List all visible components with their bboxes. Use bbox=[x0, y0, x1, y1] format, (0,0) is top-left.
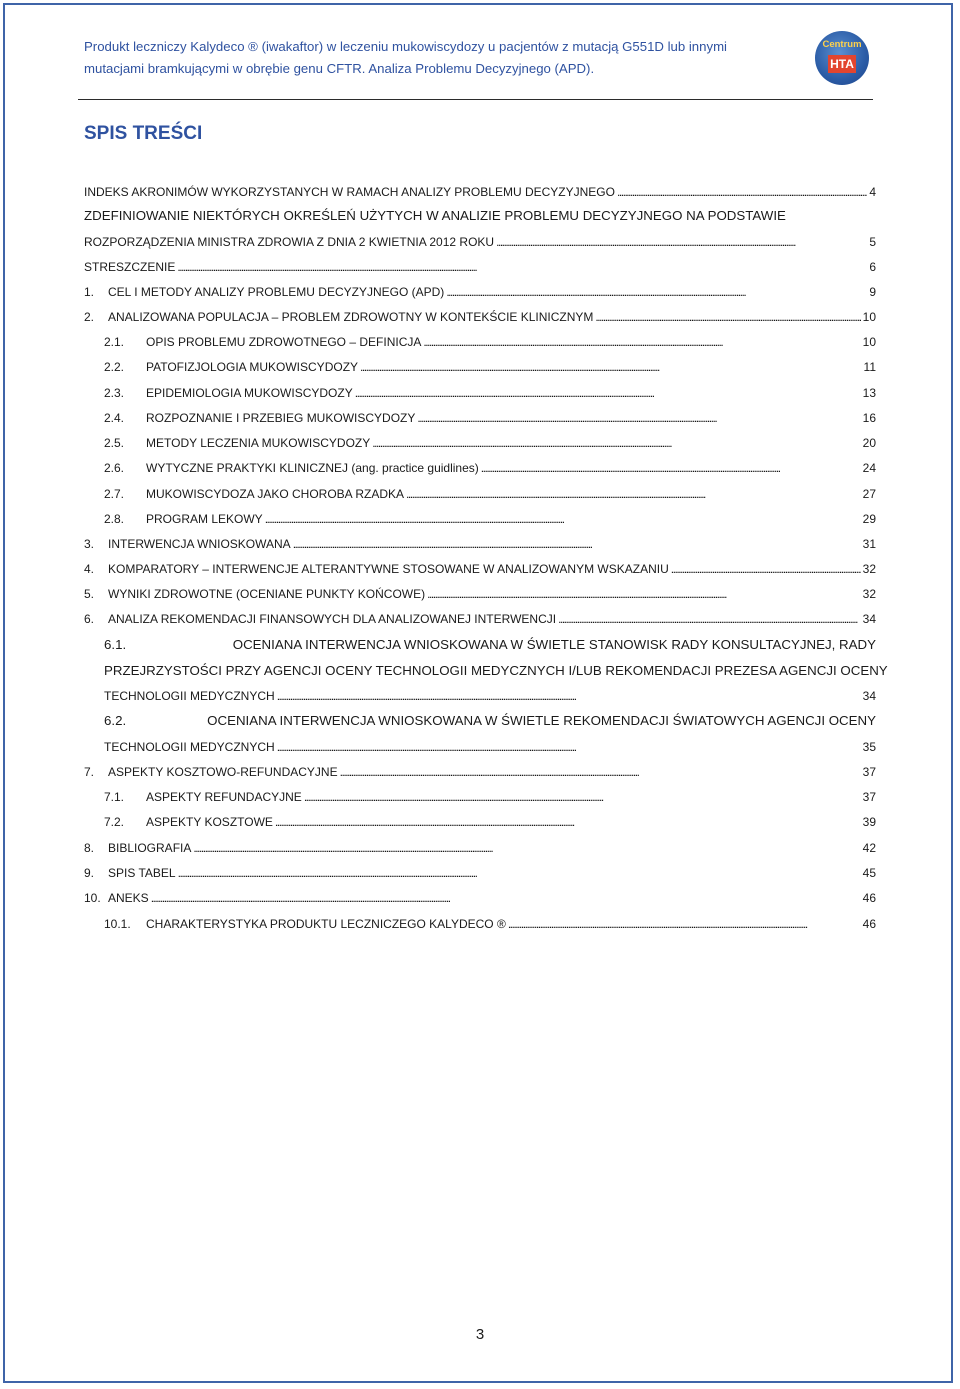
dot-leader bbox=[558, 608, 861, 630]
dot-leader bbox=[617, 181, 867, 203]
toc-entry-title: TECHNOLOGII MEDYCZNYCH bbox=[104, 689, 275, 703]
toc-entry-page: 9 bbox=[869, 285, 876, 299]
toc-entry-title: ASPEKTY KOSZTOWE bbox=[146, 815, 273, 829]
dot-leader bbox=[417, 407, 860, 429]
toc-entry-page: 46 bbox=[862, 891, 876, 905]
logo-text-top: Centrum bbox=[822, 39, 862, 50]
toc-entry[interactable] bbox=[104, 457, 876, 479]
toc-entry-number: 3. bbox=[84, 537, 95, 551]
toc-entry-title: OPIS PROBLEMU ZDROWOTNEGO – DEFINICJA bbox=[146, 335, 422, 349]
toc-entry-continuation[interactable] bbox=[104, 685, 876, 707]
toc-entry[interactable] bbox=[104, 407, 876, 429]
toc-entry[interactable] bbox=[84, 608, 876, 630]
toc-entry-number: 2.4. bbox=[104, 411, 125, 425]
toc-entry-title: EPIDEMIOLOGIA MUKOWISCYDOZY bbox=[146, 386, 353, 400]
toc-entry[interactable] bbox=[104, 634, 876, 656]
toc-entry-title: KOMPARATORY – INTERWENCJE ALTERANTYWNE STOSOWANE W ANALIZOWANYM WSKAZANIU bbox=[108, 562, 669, 576]
page-number: 3 bbox=[475, 1326, 485, 1343]
toc-entry-title: METODY LECZENIA MUKOWISCYDOZY bbox=[146, 436, 371, 450]
toc-entry[interactable] bbox=[104, 786, 876, 808]
toc-entry-continuation[interactable] bbox=[104, 736, 876, 758]
toc-entry-title: ANEKS bbox=[108, 891, 149, 905]
dot-leader bbox=[193, 837, 860, 859]
toc-entry-number: 5. bbox=[84, 587, 95, 601]
toc-entry-number: 7. bbox=[84, 765, 95, 779]
dot-leader bbox=[372, 432, 860, 454]
toc-entry[interactable] bbox=[84, 583, 876, 605]
dot-leader bbox=[427, 583, 861, 605]
toc-entry-page: 29 bbox=[862, 512, 876, 526]
toc-entry-page: 27 bbox=[862, 487, 876, 501]
toc-entry-title: INTERWENCJA WNIOSKOWANA bbox=[108, 537, 291, 551]
toc-entry-title: ANALIZA REKOMENDACJI FINANSOWYCH DLA ANALIZOWANEJ INTERWENCJI bbox=[108, 612, 557, 626]
dot-leader bbox=[406, 483, 861, 505]
toc-entry-title: ASPEKTY KOSZTOWO-REFUNDACYJNE bbox=[108, 765, 338, 779]
toc-entry-page: 32 bbox=[862, 587, 876, 601]
toc-entry-page: 39 bbox=[862, 815, 876, 829]
toc-entry-title: PROGRAM LEKOWY bbox=[146, 512, 263, 526]
toc-entry-number: 7.1. bbox=[104, 790, 125, 804]
toc-entry-page: 16 bbox=[862, 411, 876, 425]
toc-entry-page: 31 bbox=[862, 537, 876, 551]
toc-entry-number: 2.5. bbox=[104, 436, 125, 450]
toc-entry-title-line: ZDEFINIOWANIE NIEKTÓRYCH OKREŚLEŃ UŻYTYCH W ANALIZIE PROBLEMU DECYZYJNEGO NA PODSTAWIE bbox=[84, 208, 786, 223]
dot-leader bbox=[151, 887, 861, 909]
toc-entry-title: ASPEKTY REFUNDACYJNE bbox=[146, 790, 302, 804]
toc-entry-title: WYTYCZNE PRAKTYKI KLINICZNEJ (ang. practice guidlines) bbox=[146, 461, 479, 475]
centrum-hta-logo bbox=[815, 31, 869, 85]
toc-entry-page: 32 bbox=[862, 562, 876, 576]
toc-entry[interactable] bbox=[84, 205, 876, 227]
toc-entry-page: 24 bbox=[862, 461, 876, 475]
toc-entry[interactable] bbox=[84, 256, 876, 278]
dot-leader bbox=[340, 761, 861, 783]
dot-leader bbox=[423, 331, 860, 353]
toc-entry-page: 11 bbox=[863, 360, 876, 374]
toc-entry-title: ANALIZOWANA POPULACJA – PROBLEM ZDROWOTNY W KONTEKŚCIE KLINICZNYM bbox=[108, 310, 594, 324]
toc-entry-title-line: 6.1. OCENIANA INTERWENCJA WNIOSKOWANA W ŚWIETLE STANOWISK RADY KONSULTACYJNEJ, RADY bbox=[104, 634, 876, 656]
toc-entry-title: CEL I METODY ANALIZY PROBLEMU DECYZYJNEGO (APD) bbox=[108, 285, 445, 299]
header-line-1: Produkt leczniczy Kalydeco ® (iwakaftor) w leczeniu mukowiscydozy u pacjentów z mutacją G551D lub innymi bbox=[84, 39, 727, 54]
running-header bbox=[84, 36, 802, 80]
dot-leader bbox=[671, 558, 861, 580]
toc-entry[interactable] bbox=[84, 862, 876, 884]
dot-leader bbox=[277, 685, 861, 707]
dot-leader bbox=[304, 786, 861, 808]
dot-leader bbox=[277, 736, 861, 758]
dot-leader bbox=[446, 281, 867, 303]
toc-entry[interactable] bbox=[84, 306, 876, 328]
dot-leader bbox=[481, 457, 861, 479]
toc-entry-page: 6 bbox=[869, 260, 876, 274]
dot-leader bbox=[595, 306, 860, 328]
toc-entry-number: 10. bbox=[84, 891, 101, 905]
toc-entry-number: 2.7. bbox=[104, 487, 125, 501]
toc-entry-number: 2. bbox=[84, 310, 95, 324]
toc-entry[interactable] bbox=[84, 887, 876, 909]
toc-entry-number: 6.2. bbox=[104, 713, 127, 728]
toc-entry-page: 34 bbox=[862, 689, 876, 703]
toc-entry-title: ROZPORZĄDZENIA MINISTRA ZDROWIA Z DNIA 2 KWIETNIA 2012 ROKU bbox=[84, 235, 495, 249]
dot-leader bbox=[355, 382, 861, 404]
toc-entry-number: 8. bbox=[84, 841, 95, 855]
toc-entry-number: 9. bbox=[84, 866, 95, 880]
dot-leader bbox=[275, 811, 861, 833]
toc-entry-number: 6.1. bbox=[104, 637, 127, 652]
toc-entry-number: 4. bbox=[84, 562, 95, 576]
dot-leader bbox=[496, 231, 867, 253]
toc-entry[interactable] bbox=[84, 558, 876, 580]
toc-entry-title: INDEKS AKRONIMÓW WYKORZYSTANYCH W RAMACH ANALIZY PROBLEMU DECYZYJNEGO bbox=[84, 185, 615, 199]
toc-entry-title: STRESZCZENIE bbox=[84, 260, 176, 274]
toc-entry-title: PATOFIZJOLOGIA MUKOWISCYDOZY bbox=[146, 360, 359, 374]
toc-entry-page: 42 bbox=[862, 841, 876, 855]
toc-entry-number: 10.1. bbox=[104, 917, 131, 931]
toc-entry[interactable] bbox=[84, 761, 876, 783]
toc-entry-page: 45 bbox=[862, 866, 876, 880]
toc-entry-page: 5 bbox=[869, 235, 876, 249]
toc-entry-page: 46 bbox=[862, 917, 876, 931]
dot-leader bbox=[265, 508, 861, 530]
toc-entry-page: 4 bbox=[869, 185, 876, 199]
toc-entry[interactable] bbox=[84, 231, 876, 253]
dot-leader bbox=[177, 256, 867, 278]
toc-entry-number: 7.2. bbox=[104, 815, 125, 829]
toc-entry-number: 1. bbox=[84, 285, 95, 299]
toc-entry-number: 6. bbox=[84, 612, 95, 626]
toc-entry-title: ROZPOZNANIE I PRZEBIEG MUKOWISCYDOZY bbox=[146, 411, 416, 425]
toc-entry[interactable] bbox=[104, 432, 876, 454]
toc-entry-title: BIBLIOGRAFIA bbox=[108, 841, 192, 855]
toc-entry-title: CHARAKTERYSTYKA PRODUKTU LECZNICZEGO KALYDECO ® bbox=[146, 917, 506, 931]
toc-entry[interactable] bbox=[84, 533, 876, 555]
toc-heading: SPIS TREŚCI bbox=[84, 123, 203, 144]
toc-entry-page: 37 bbox=[862, 790, 876, 804]
toc-entry-title-line: 6.2. OCENIANA INTERWENCJA WNIOSKOWANA W ŚWIETLE REKOMENDACJI ŚWIATOWYCH AGENCJI OCENY bbox=[104, 710, 876, 732]
dot-leader bbox=[360, 356, 862, 378]
toc-entry-number: 2.2. bbox=[104, 360, 125, 374]
toc-entry-page: 34 bbox=[862, 612, 876, 626]
toc-entry[interactable] bbox=[104, 913, 876, 935]
toc-entry[interactable] bbox=[104, 356, 876, 378]
dot-leader bbox=[178, 862, 861, 884]
toc-entry[interactable] bbox=[104, 811, 876, 833]
toc-entry-page: 13 bbox=[862, 386, 876, 400]
toc-entry-title: SPIS TABEL bbox=[108, 866, 176, 880]
toc-entry[interactable] bbox=[104, 382, 876, 404]
toc-entry[interactable] bbox=[104, 508, 876, 530]
toc-entry-page: 37 bbox=[862, 765, 876, 779]
toc-entry-number: 2.1. bbox=[104, 335, 125, 349]
toc-entry-page: 20 bbox=[862, 436, 876, 450]
toc-entry-page: 10 bbox=[862, 335, 876, 349]
toc-entry-page: 35 bbox=[862, 740, 876, 754]
toc-entry[interactable] bbox=[84, 281, 876, 303]
logo-text-bottom: HTA bbox=[828, 55, 856, 73]
toc-entry-title: WYNIKI ZDROWOTNE (OCENIANE PUNKTY KOŃCOWE) bbox=[108, 587, 426, 601]
toc-entry-title: TECHNOLOGII MEDYCZNYCH bbox=[104, 740, 275, 754]
toc-entry-continuation: PRZEJRZYSTOŚCI PRZY AGENCJI OCENY TECHNOLOGII MEDYCZNYCH I/LUB REKOMENDACJI PREZESA AGENCJI OCENY bbox=[104, 663, 888, 678]
toc-entry-number: 2.8. bbox=[104, 512, 125, 526]
toc-entry-title: MUKOWISCYDOZA JAKO CHOROBA RZADKA bbox=[146, 487, 405, 501]
toc-entry[interactable] bbox=[104, 710, 876, 732]
dot-leader bbox=[508, 913, 861, 935]
toc-entry[interactable] bbox=[104, 331, 876, 353]
toc-entry-page: 10 bbox=[862, 310, 876, 324]
toc-entry[interactable] bbox=[84, 181, 876, 203]
dot-leader bbox=[293, 533, 861, 555]
toc-entry[interactable] bbox=[84, 837, 876, 859]
toc-entry-number: 2.6. bbox=[104, 461, 125, 475]
header-divider bbox=[78, 99, 873, 100]
toc-entry-number: 2.3. bbox=[104, 386, 125, 400]
header-line-2: mutacjami bramkującymi w obrębie genu CFTR. Analiza Problemu Decyzyjnego (APD). bbox=[84, 61, 595, 76]
toc-entry[interactable] bbox=[104, 483, 876, 505]
